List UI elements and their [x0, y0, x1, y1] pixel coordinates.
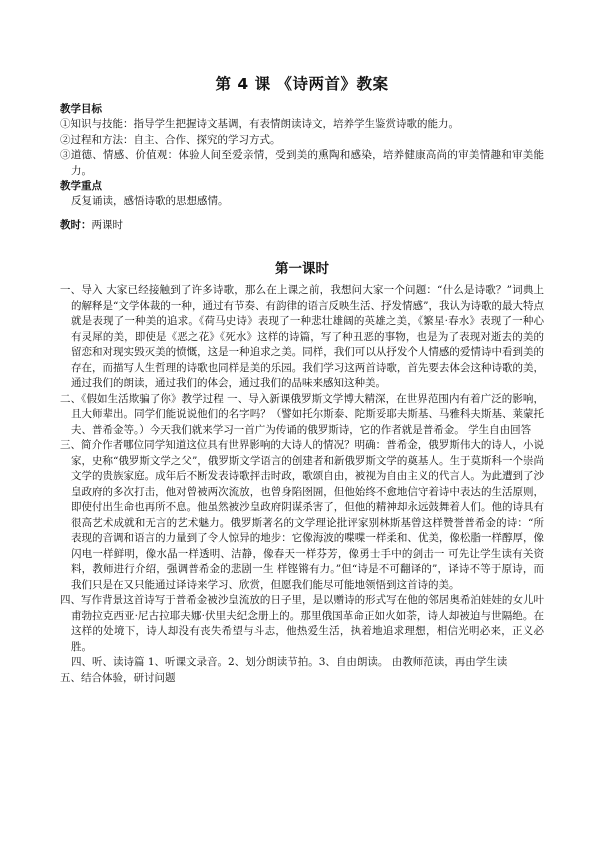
- objective-item: ①知识与技能：指导学生把握诗文基调，有表情朗读诗文，培养学生鉴赏诗歌的能力。: [60, 118, 459, 130]
- hours-label: 教时：: [60, 218, 92, 231]
- page-title: 第 4 课 《诗两首》教案: [215, 75, 389, 93]
- objective-item: ②过程和方法：自主、合作、探究的学习方式。: [60, 133, 281, 146]
- lesson-step: 五、结合体验，研讨问题: [60, 671, 176, 684]
- lesson-step: 三、简介作者哪位同学知道这位具有世界影响的大诗人的情况？明确：普希金，俄罗斯伟大的诗人，小说家，史称“俄罗斯文学之父”，俄罗斯文学语言的创建者和新俄罗斯文学的奠基人。生于莫斯科一个崇尚文学的贵族家庭。成年后不断发表诗歌抨击时政，歌颂自由，被视为自由主义的代言人。为此遭到了沙皇政府的多次打击，他对曾被两次流放，也曾身陷囹圄，但他始终不愈地信守着诗中表达的生活原则，即使付出生命也再所不息。他虽然被沙皇政府阴谋杀害了，但他的精神却永远鼓舞着人们。他的诗具有很高艺术成就和无言的艺术魅力。俄罗斯著名的文学理论批评家别林斯基曾这样赞誉普希金的诗：“所表现的音调和语言的力量到了令人惊异的地步：它像海波的喋喋一样柔和、优美，像松脂一样醇厚，像闪电一样鲜明，像水晶一样透明、洁静，像春天一样芬芳，像勇士手中的剑击一 可先让学生读有关资料，教师进行介绍，强调普希金的悲剧一生 样铿锵有力。”但“诗是不可翻译的”，译诗不等于原诗，而我们只是在又只能通过译诗来学习、欣赏，但愿我们能尽可能地领悟到这首诗的美。: [60, 439, 544, 591]
- lesson-step: 四、听、读诗篇 1、听课文录音。2、划分朗读节拍。3、自由朗读。 由教师范读，再由学生读: [71, 656, 508, 668]
- objective-item: ③道德、情感、价值观：体验人间至爱亲情，受到美的熏陶和感染，培养健康高尚的审美情趣和审美能力。: [60, 149, 544, 177]
- hours-value: 两课时: [91, 218, 123, 231]
- key-points-text: 反复诵读，感悟诗歌的思想感情。: [71, 195, 229, 207]
- hours-line: [60, 218, 544, 234]
- lesson-plan-page: [60, 64, 544, 686]
- objectives-heading: 教学目标: [60, 103, 102, 115]
- section-title: 第一课时: [275, 261, 329, 277]
- lesson-step: 一、导入 大家已经接触到了许多诗歌，那么在上课之前，我想问大家一个问题：“什么是诗歌？”词典上的解释是“文学体裁的一种，通过有节奏、有韵律的语言反映生活、抒发情感”，我认为诗歌的最大特点就是表现了一种美的追求。《荷马史诗》表现了一种悲壮雄阔的英雄之美，《繁星·春水》表现了一种心有灵犀的美，即使是《恶之花》《死水》这样的诗篇，写了种丑恶的事物，也是为了表现对逝去的美的留恋和对现实毁灭美的愤慨，这是一种追求之美。同样，我们可以从抒发个人情感的爱情诗中看到美的存在，而描写人生哲理的诗歌也同样是美的乐园。我们学习这两首诗歌，首先要去体会这种诗歌的美，通过我们的朗读，通过我们的体会，通过我们的品味来感知这种美。: [60, 284, 544, 389]
- lesson-step: 四、写作背景这首诗写于普希金被沙皇流放的日子里，是以赠诗的形式写在他的邻居奥希泊娃娃的女儿叶甫勃拉克西亚·尼古拉耶夫娜·伏里夫纪念册上的。那里俄国革命正如火如荼，诗人却被迫与世隔绝。在这样的处境下，诗人却没有丧失希望与斗志，他热爱生活，执着地追求理想，相信光明必来，正义必胜。: [60, 594, 544, 653]
- lesson-step: 二、《假如生活欺骗了你》教学过程 一、导入新课俄罗斯文学博大精深，在世界范围内有着广泛的影响，且大师辈出。同学们能说说他们的名字吗？（譬如托尔斯泰、陀斯妥耶夫斯基、马雅科夫斯基、莱蒙托夫、普希金等。）今天我们就来学习一首广为传诵的俄罗斯诗，它的作者就是普希金。 学生自由回答: [60, 392, 544, 436]
- key-points-heading: 教学重点: [60, 180, 102, 192]
